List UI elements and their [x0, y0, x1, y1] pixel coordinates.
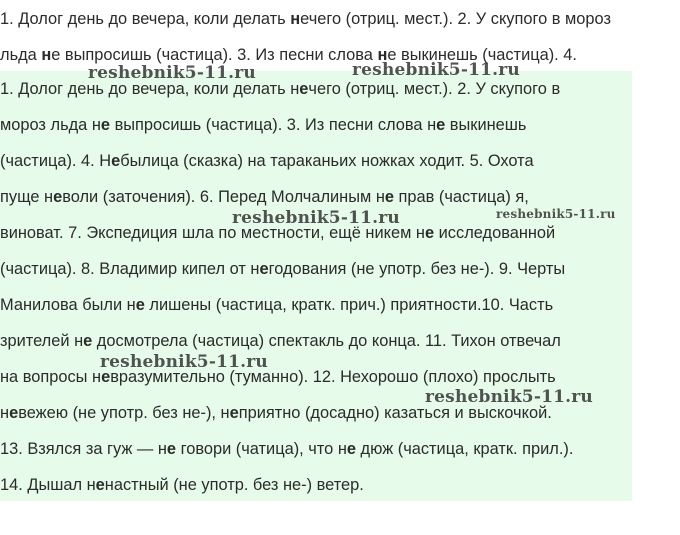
- text-segment: льда: [0, 46, 42, 64]
- watermark: reshebnik5-11.ru: [88, 63, 256, 83]
- watermark: reshebnik5-11.ru: [232, 208, 400, 228]
- bold-letter: е: [166, 440, 177, 458]
- watermark: reshebnik5-11.ru: [352, 60, 520, 80]
- text-segment: выкинешь: [445, 116, 527, 134]
- text-segment: е: [51, 46, 61, 64]
- text-segment: 13. Взялся за гуж — н: [0, 440, 167, 458]
- text-segment: 1. Долог день до вечера, коли делать: [0, 10, 291, 28]
- bold-letter: е: [9, 404, 19, 422]
- bold-letter: е: [346, 440, 356, 458]
- bold-letter: н: [290, 10, 301, 28]
- answer-line: [0, 468, 640, 504]
- text-segment: исследованной: [434, 224, 556, 242]
- text-segment: прав (частица) я,: [394, 188, 529, 206]
- text-segment: говори (чатица), что н: [176, 440, 347, 458]
- answer-text: [0, 72, 640, 504]
- bold-letter: е: [111, 152, 121, 170]
- text-segment: на вопросы н: [0, 368, 102, 386]
- answer-line: [0, 432, 640, 468]
- text-segment: выпросишь (частица). 3. Из песни слова: [60, 46, 378, 64]
- bold-letter: е: [229, 404, 239, 422]
- bold-letter: е: [259, 260, 269, 278]
- answer-line: [0, 108, 640, 144]
- text-segment: зрителей н: [0, 332, 84, 350]
- text-segment: досмотрела (частица) спектакль до конца. 11. Тихон отвечал: [92, 332, 561, 350]
- text-segment: настный (не употр. без не-) ветер.: [104, 476, 364, 494]
- watermark: reshebnik5-11.ru: [100, 352, 268, 372]
- text-segment: чего (отриц. мест.). 2. У скупого в мороз: [308, 10, 611, 28]
- bold-letter: е: [100, 116, 111, 134]
- answer-line: [0, 324, 640, 360]
- text-segment: вразумительно (туманно). 12. Нехорошо (плохо) прослыть: [110, 368, 556, 386]
- text-segment: выпросишь (частица). 3. Из песни слова н: [110, 116, 437, 134]
- text-segment: е: [387, 46, 397, 64]
- text-segment: мороз льда н: [0, 116, 101, 134]
- text-segment: (частица). 4. Н: [0, 152, 112, 170]
- answer-line: [0, 288, 640, 324]
- text-segment: н: [0, 404, 10, 422]
- answer-line: [0, 144, 640, 180]
- bold-letter: е: [299, 80, 309, 98]
- text-segment: лишены (частица, кратк. прич.) приятности.10. Часть: [144, 296, 554, 314]
- text-segment: Манилова были н: [0, 296, 136, 314]
- text-segment: 14. Дышал н: [0, 476, 96, 494]
- bold-letter: е: [436, 116, 446, 134]
- text-segment: годования (не употр. без не-). 9. Черты: [268, 260, 566, 278]
- text-segment: вежею (не употр. без не-), н: [18, 404, 230, 422]
- bold-letter: е: [384, 188, 394, 206]
- text-segment: выкинешь (частица). 4.: [396, 46, 577, 64]
- text-segment: е: [300, 10, 309, 28]
- bold-letter: н: [377, 46, 388, 64]
- answer-line: [0, 252, 640, 288]
- bold-letter: е: [135, 296, 145, 314]
- watermark: reshebnik5-11.ru: [425, 387, 593, 407]
- text-segment: (частица). 8. Владимир кипел от н: [0, 260, 260, 278]
- intro-line-1: [0, 1, 676, 37]
- text-segment: пуще н: [0, 188, 54, 206]
- bold-letter: н: [41, 46, 52, 64]
- watermark: reshebnik5-11.ru: [496, 207, 616, 221]
- text-segment: былица (сказка) на тараканьих ножках ходит. 5. Охота: [120, 152, 534, 170]
- bold-letter: е: [53, 188, 63, 206]
- bold-letter: е: [95, 476, 105, 494]
- text-segment: воли (заточения). 6. Перед Молчалиным н: [62, 188, 385, 206]
- text-segment: дюж (частица, кратк. прил.).: [356, 440, 574, 458]
- bold-letter: е: [83, 332, 93, 350]
- text-segment: виноват. 7. Экспедиция шла по местности, ещё никем н: [0, 224, 425, 242]
- bold-letter: е: [424, 224, 435, 242]
- text-segment: приятно (досадно) казаться и выскочкой.: [238, 404, 552, 422]
- bold-letter: е: [101, 368, 111, 386]
- text-segment: 1. Долог день до вечера, коли делать н: [0, 80, 300, 98]
- text-segment: чего (отриц. мест.). 2. У скупого в: [308, 80, 561, 98]
